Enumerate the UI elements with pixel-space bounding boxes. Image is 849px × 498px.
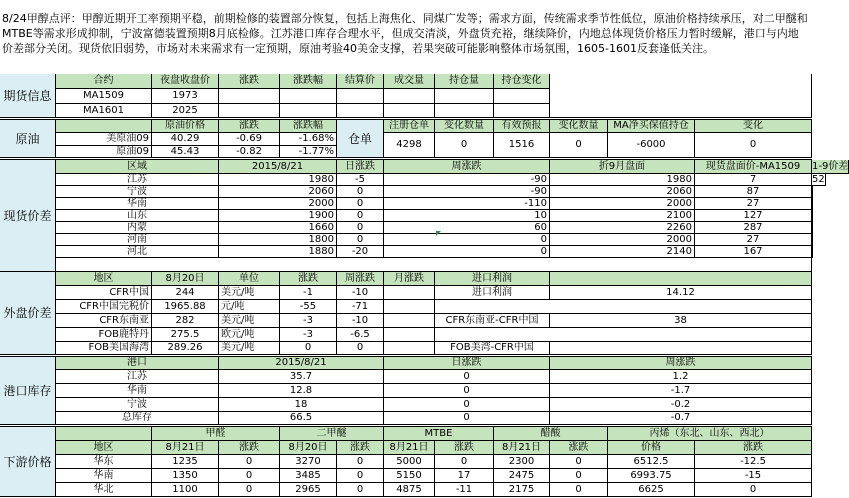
futures-empty-cell (280, 104, 337, 118)
downstream-product-header: 二甲醚 (280, 427, 384, 441)
port-day-cell: 0 (384, 384, 550, 398)
warehouse-header-cell: MA净买保值持仓 (608, 120, 695, 133)
spot-spread-cell (812, 198, 813, 210)
foreign-chg-cell: -55 (280, 300, 337, 314)
spot-conv-cell: 2140 (550, 246, 695, 258)
futures-contract-cell: MA1509 (56, 89, 152, 104)
port-stock-cell: 18 (219, 398, 384, 412)
spot-week-cell: -90 (384, 174, 550, 186)
crude-price-cell: 40.29 (152, 133, 219, 146)
foreign-blank (435, 328, 812, 342)
downstream-region-cell: 华南 (56, 469, 152, 483)
downstream-subheader-cell: 涨跌 (695, 441, 812, 455)
spot-region-cell: 华南 (56, 198, 219, 210)
downstream-subheader-cell: 涨跌 (337, 441, 384, 455)
spot-week-cell: 10 (384, 210, 550, 222)
spot-week-cell: -110 (384, 198, 550, 210)
spot-spread-cell (812, 222, 813, 234)
downstream-value-cell: 6625 (608, 483, 695, 497)
crude-name-cell: 原油09 (56, 146, 152, 158)
section-label-downstream: 下游价格 (0, 427, 56, 497)
foreign-month-cell (384, 342, 435, 355)
crude-price-cell: 45.43 (152, 146, 219, 158)
downstream-value-cell: 6993.75 (608, 469, 695, 483)
downstream-subheader-cell: 8月21日 (384, 441, 435, 455)
foreign-price-cell: 275.5 (152, 328, 219, 342)
spot-day-cell: 0 (337, 186, 384, 198)
port-day-cell: 0 (384, 398, 550, 412)
futures-empty-cell (384, 104, 435, 118)
foreign-chg-cell: 0 (280, 342, 337, 355)
downstream-header-blank (56, 427, 152, 441)
futures-header-cell: 成交量 (384, 74, 435, 89)
foreign-chg-cell: -3 (280, 328, 337, 342)
port-day-cell: 0 (384, 370, 550, 384)
spot-day-cell: -5 (337, 174, 384, 186)
port-week-cell: -1.7 (550, 384, 812, 398)
foreign-week-cell: -10 (337, 286, 384, 300)
spot-header-cell: 2015/8/21 (219, 160, 337, 174)
downstream-value-cell: 0 (219, 483, 280, 497)
spot-basis-cell: 7 (695, 174, 812, 186)
futures-blank-area (550, 74, 812, 118)
spread-sea-china-value: 38 (550, 314, 812, 328)
futures-empty-cell (219, 104, 280, 118)
import-profit-value: 14.12 (550, 286, 812, 300)
foreign-chg-cell: -3 (280, 314, 337, 328)
spot-price-cell: 2060 (219, 186, 337, 198)
downstream-subheader-cell: 涨跌 (219, 441, 280, 455)
foreign-header-cell: 进口利润 (435, 272, 550, 286)
section-label-foreign: 外盘价差 (0, 272, 56, 355)
downstream-value-cell: 1235 (152, 455, 219, 469)
warehouse-value-cell: 1516 (494, 133, 550, 158)
downstream-value-cell: 3270 (280, 455, 337, 469)
downstream-subheader-cell: 涨跌 (435, 441, 494, 455)
crude-pct-cell: -1.77% (280, 146, 337, 158)
spot-conv-cell: 2100 (550, 210, 695, 222)
spot-header-cell: 折9月盘面 (550, 160, 695, 174)
spot-conv-cell: 2060 (550, 186, 695, 198)
warehouse-value-cell: 0 (550, 133, 608, 158)
warehouse-value-cell: 0 (695, 133, 812, 158)
spot-day-cell: 0 (337, 198, 384, 210)
section-label-crude: 原油 (0, 120, 56, 158)
downstream-product-header: 醋酸 (494, 427, 608, 441)
spot-basis-cell: 127 (695, 210, 812, 222)
futures-empty-cell (384, 89, 435, 104)
section-label-futures: 期货信息 (0, 74, 56, 118)
port-week-cell: -0.7 (550, 412, 812, 425)
port-stock-cell: 66.5 (219, 412, 384, 425)
spot-week-cell: 60 (384, 222, 550, 234)
futures-header-cell: 涨跌幅 (280, 74, 337, 89)
crude-header-cell: 涨跌 (219, 120, 280, 133)
spot-header-cell: 现货盘面价-MA1509 (695, 160, 812, 174)
spot-day-cell: 0 (337, 234, 384, 246)
foreign-month-cell (384, 314, 435, 328)
warehouse-header-cell: 注册仓单 (384, 120, 435, 133)
spot-conv-cell: 2000 (550, 234, 695, 246)
port-week-cell: -0.2 (550, 398, 812, 412)
futures-header-cell: 结算价 (337, 74, 384, 89)
warehouse-receipt-label: 仓单 (337, 120, 384, 158)
futures-empty-cell (435, 104, 494, 118)
spot-header-cell: 日涨跌 (337, 160, 384, 174)
spot-region-cell: 河北 (56, 246, 219, 258)
port-day-cell: 0 (384, 412, 550, 425)
spot-week-cell: 0 (384, 246, 550, 258)
spot-basis-cell: 27 (695, 198, 812, 210)
warehouse-value-cell: -6000 (608, 133, 695, 158)
foreign-week-cell: 0 (337, 342, 384, 355)
spot-price-cell: 1800 (219, 234, 337, 246)
foreign-month-cell (384, 328, 435, 342)
port-week-cell: 1.2 (550, 370, 812, 384)
futures-header-cell: 持仓量 (435, 74, 494, 89)
spot-header-cell: 周涨跌 (384, 160, 550, 174)
spot-day-cell: 0 (337, 210, 384, 222)
foreign-unit-cell: 美元/吨 (219, 286, 280, 300)
downstream-value-cell: 4875 (384, 483, 435, 497)
downstream-subheader-cell: 8月20日 (280, 441, 337, 455)
downstream-value-cell: 0 (550, 455, 608, 469)
spot-price-cell: 2000 (219, 198, 337, 210)
foreign-price-cell: 282 (152, 314, 219, 328)
foreign-unit-cell: 美元/吨 (219, 314, 280, 328)
futures-empty-cell (494, 89, 550, 104)
import-profit-label: 进口利润 (435, 286, 550, 300)
spread-gulf-china-value (550, 342, 812, 355)
warehouse-header-cell: 变化数量 (435, 120, 494, 133)
downstream-value-cell: 1100 (152, 483, 219, 497)
downstream-value-cell: 0 (337, 455, 384, 469)
downstream-value-cell: 5150 (384, 469, 435, 483)
foreign-header-cell: 地区 (56, 272, 152, 286)
port-port-cell: 江苏 (56, 370, 219, 384)
downstream-value-cell: 0 (550, 483, 608, 497)
downstream-value-cell: 17 (435, 469, 494, 483)
downstream-value-cell: 0 (435, 455, 494, 469)
foreign-region-cell: FOB美国海湾 (56, 342, 152, 355)
foreign-price-cell: 1965.88 (152, 300, 219, 314)
foreign-week-cell: -71 (337, 300, 384, 314)
spot-header-cell: 1-9价差 (812, 160, 849, 174)
spot-price-cell: 1900 (219, 210, 337, 222)
foreign-region-cell: FOB鹿特丹 (56, 328, 152, 342)
crude-change-cell: -0.69 (219, 133, 280, 146)
crude-header-cell: 涨跌幅 (280, 120, 337, 133)
foreign-header-cell: 月涨跌 (384, 272, 435, 286)
warehouse-value-cell: 4298 (384, 133, 435, 158)
spot-spread-cell (812, 234, 813, 246)
downstream-value-cell: 1350 (152, 469, 219, 483)
downstream-value-cell: 0 (337, 483, 384, 497)
warehouse-header-cell: 有效预报 (494, 120, 550, 133)
spot-basis-cell: 287 (695, 222, 812, 234)
spot-day-cell: -20 (337, 246, 384, 258)
downstream-subheader-cell: 地区 (56, 441, 152, 455)
foreign-unit-cell: 元/吨 (219, 300, 280, 314)
futures-night-close-cell: 2025 (152, 104, 219, 118)
spot-header-cell: 区域 (56, 160, 219, 174)
port-header-cell: 周涨跌 (550, 357, 812, 370)
downstream-subheader-cell: 8月21日 (152, 441, 219, 455)
spot-spread-cell (812, 210, 813, 222)
downstream-value-cell: 2475 (494, 469, 550, 483)
downstream-subheader-cell: 价格 (608, 441, 695, 455)
warehouse-value-cell: 0 (435, 133, 494, 158)
downstream-value-cell: 0 (219, 455, 280, 469)
futures-header-cell: 涨跌 (219, 74, 280, 89)
foreign-header-cell: 周涨跌 (337, 272, 384, 286)
futures-header-cell: 合约 (56, 74, 152, 89)
crude-header-cell: 原油价格 (152, 120, 219, 133)
spread-sea-china-label: CFR东南亚-CFR中国 (435, 314, 550, 328)
spot-price-cell: 1660 (219, 222, 337, 234)
foreign-blank (435, 300, 812, 314)
spot-spread-cell (812, 186, 813, 198)
port-stock-cell: 35.7 (219, 370, 384, 384)
foreign-chg-cell: -1 (280, 286, 337, 300)
futures-empty-cell (219, 89, 280, 104)
crude-header-blank (56, 120, 152, 133)
section-label-port: 港口库存 (0, 357, 56, 425)
foreign-price-cell: 244 (152, 286, 219, 300)
downstream-value-cell: -15 (695, 469, 812, 483)
downstream-value-cell: 2175 (494, 483, 550, 497)
foreign-header-blank (550, 272, 812, 286)
downstream-product-header: 丙烯（东北、山东、西北） (608, 427, 812, 441)
foreign-header-cell: 单位 (219, 272, 280, 286)
downstream-region-cell: 华东 (56, 455, 152, 469)
spot-region-cell: 内蒙 (56, 222, 219, 234)
spot-blank-row (56, 258, 812, 272)
foreign-region-cell: CFR东南亚 (56, 314, 152, 328)
spot-basis-cell: 87 (695, 186, 812, 198)
port-port-cell: 总库存 (56, 412, 219, 425)
spot-price-cell: 1980 (219, 174, 337, 186)
futures-night-close-cell: 1973 (152, 89, 219, 104)
futures-empty-cell (337, 104, 384, 118)
foreign-region-cell: CFR中国 (56, 286, 152, 300)
warehouse-header-cell: 变化 (695, 120, 812, 133)
downstream-value-cell: 3485 (280, 469, 337, 483)
spot-basis-cell: 27 (695, 234, 812, 246)
downstream-value-cell: 0 (337, 469, 384, 483)
spot-region-cell: 山东 (56, 210, 219, 222)
port-header-cell: 2015/8/21 (219, 357, 384, 370)
spot-region-cell: 宁波 (56, 186, 219, 198)
section-label-spot: 现货价差 (0, 160, 56, 272)
crude-name-cell: 美原油09 (56, 133, 152, 146)
port-header-cell: 日涨跌 (384, 357, 550, 370)
spot-basis-cell: 167 (695, 246, 812, 258)
spot-week-cell: -90 (384, 186, 550, 198)
futures-empty-cell (435, 89, 494, 104)
spot-spread-cell: 52 (812, 173, 825, 185)
foreign-unit-cell: 美元/吨 (219, 342, 280, 355)
foreign-month-cell (384, 286, 435, 300)
futures-empty-cell (280, 89, 337, 104)
warehouse-header-cell: 变化数量 (550, 120, 608, 133)
foreign-header-cell: 8月20日 (152, 272, 219, 286)
foreign-header-cell: 涨跌 (280, 272, 337, 286)
futures-header-cell: 夜盘收盘价 (152, 74, 219, 89)
downstream-subheader-cell: 8月21日 (494, 441, 550, 455)
downstream-region-cell: 华北 (56, 483, 152, 497)
downstream-value-cell: -12.5 (695, 455, 812, 469)
futures-contract-cell: MA1601 (56, 104, 152, 118)
futures-header-cell: 持仓变化 (494, 74, 550, 89)
downstream-value-cell: -11 (435, 483, 494, 497)
spot-region-cell: 河南 (56, 234, 219, 246)
spot-week-cell: 0 (384, 234, 550, 246)
downstream-product-header: 甲醛 (152, 427, 280, 441)
foreign-month-cell (384, 300, 435, 314)
crude-pct-cell: -1.68% (280, 133, 337, 146)
port-header-cell: 港口 (56, 357, 219, 370)
spot-day-cell: 0 (337, 222, 384, 234)
downstream-value-cell: 6512.5 (608, 455, 695, 469)
spot-price-cell: 1880 (219, 246, 337, 258)
spot-conv-cell: 2000 (550, 198, 695, 210)
spot-conv-cell: 1980 (550, 174, 695, 186)
downstream-product-header: MTBE (384, 427, 494, 441)
spot-spread-cell (812, 246, 813, 258)
foreign-week-cell: -6.5 (337, 328, 384, 342)
foreign-region-cell: CFR中国完税价 (56, 300, 152, 314)
downstream-value-cell: 2300 (494, 455, 550, 469)
port-port-cell: 华南 (56, 384, 219, 398)
foreign-price-cell: 289.26 (152, 342, 219, 355)
port-stock-cell: 12.8 (219, 384, 384, 398)
downstream-value-cell: 2965 (280, 483, 337, 497)
foreign-week-cell: -10 (337, 314, 384, 328)
spot-conv-cell: 2260 (550, 222, 695, 234)
foreign-unit-cell: 欧元/吨 (219, 328, 280, 342)
spot-region-cell: 江苏 (56, 174, 219, 186)
crude-change-cell: -0.82 (219, 146, 280, 158)
cell-comment-marker (436, 231, 441, 236)
downstream-value-cell: 0 (550, 469, 608, 483)
downstream-value-cell: 0 (219, 469, 280, 483)
downstream-value-cell: 5000 (384, 455, 435, 469)
futures-empty-cell (494, 104, 550, 118)
spread-gulf-china-label: FOB美湾-CFR中国 (435, 342, 550, 355)
market-commentary: 8/24甲醇点评：甲醇近期开工率预期平稳，前期检修的装置部分恢复，包括上海焦化、同煤广发等；需求方面，传统需求季节性低位，原油价格持续承压，对二甲醚和MTBE等需求形成抑制，宁波富德装置预期8月底检修。江苏港口库存合理水平，但成交清淡，外盘货充裕，继续降价，内地总体现货价格压力暂时缓解，港口与内地价差部分关闭。现货依旧弱势，市场对未来需求有一定预期，原油考验40美金支撑，若果突破可能影响整体市场氛围，1605-1601反套逢低关注。 (2, 12, 808, 55)
futures-empty-cell (337, 89, 384, 104)
port-port-cell: 宁波 (56, 398, 219, 412)
downstream-value-cell: 0 (695, 483, 812, 497)
downstream-subheader-cell: 涨跌 (550, 441, 608, 455)
